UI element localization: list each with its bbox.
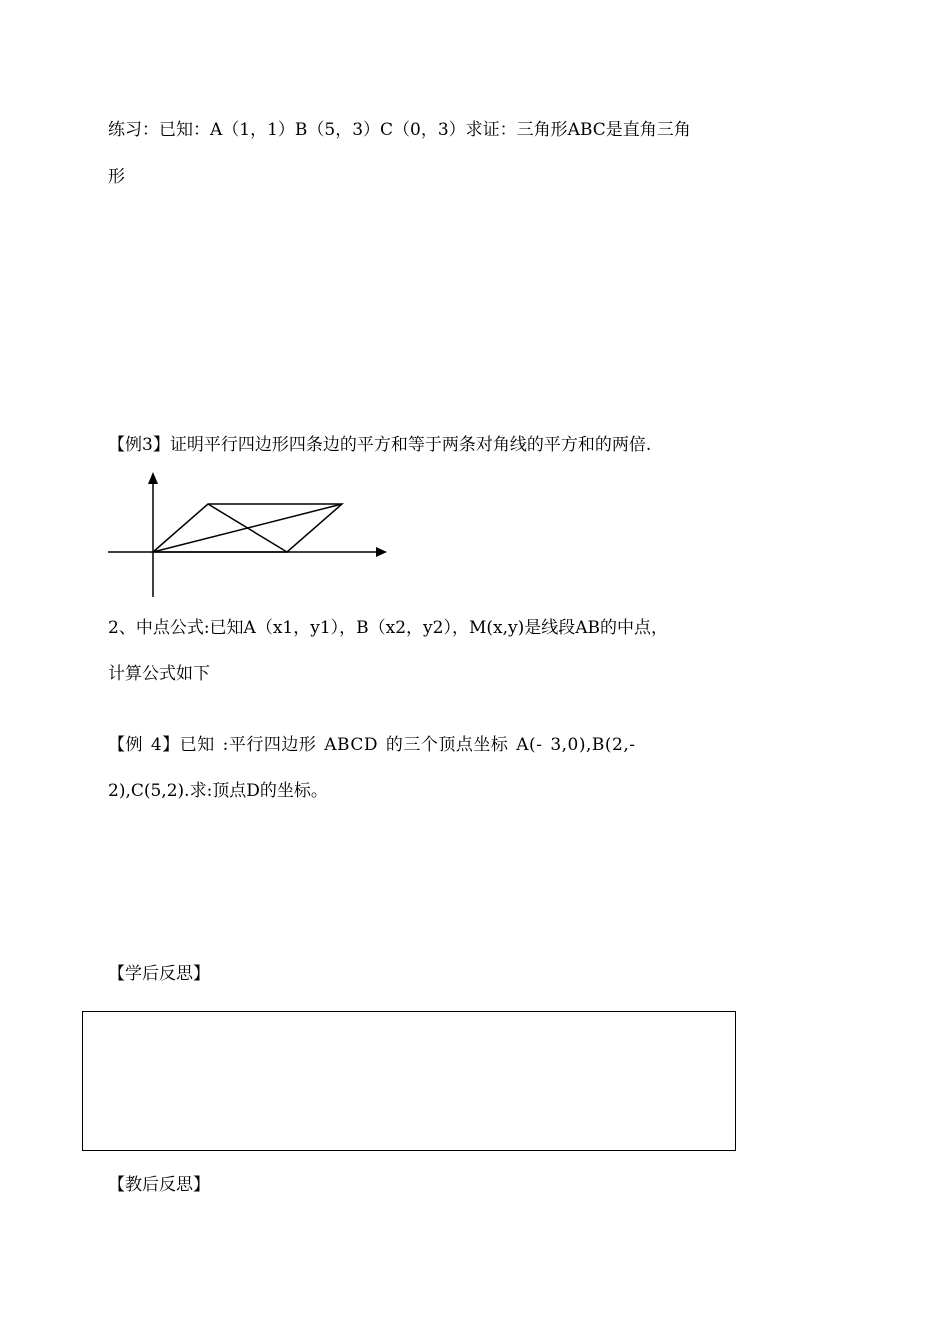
diagonal-bd [208,504,287,552]
x-axis-arrow [376,547,387,557]
y-axis-arrow [148,472,158,484]
example4-text-line1: 【例 4】已知 :平行四边形 ABCD 的三个顶点坐标 A(- 3,0),B(2,- [108,735,636,755]
example3-text: 【例3】证明平行四边形四条边的平方和等于两条对角线的平方和的两倍. [108,435,652,455]
after-study-heading: 【学后反思】 [108,964,210,984]
practice-text-line1: 练习：已知：A（1，1）B（5，3）C（0，3）求证：三角形ABC是直角三角 [108,120,691,140]
midpoint-text-line1: 2、中点公式:已知A（x1，y1），B（x2，y2），M(x,y)是线段AB的中点， [108,618,668,638]
midpoint-text-line2: 计算公式如下 [108,664,210,684]
after-teaching-heading: 【教后反思】 [108,1175,210,1195]
parallelogram-figure [104,468,394,603]
reflection-box [82,1011,736,1151]
practice-text-line2: 形 [108,167,125,187]
example4-text-line2: 2),C(5,2).求:顶点D的坐标。 [108,781,328,801]
